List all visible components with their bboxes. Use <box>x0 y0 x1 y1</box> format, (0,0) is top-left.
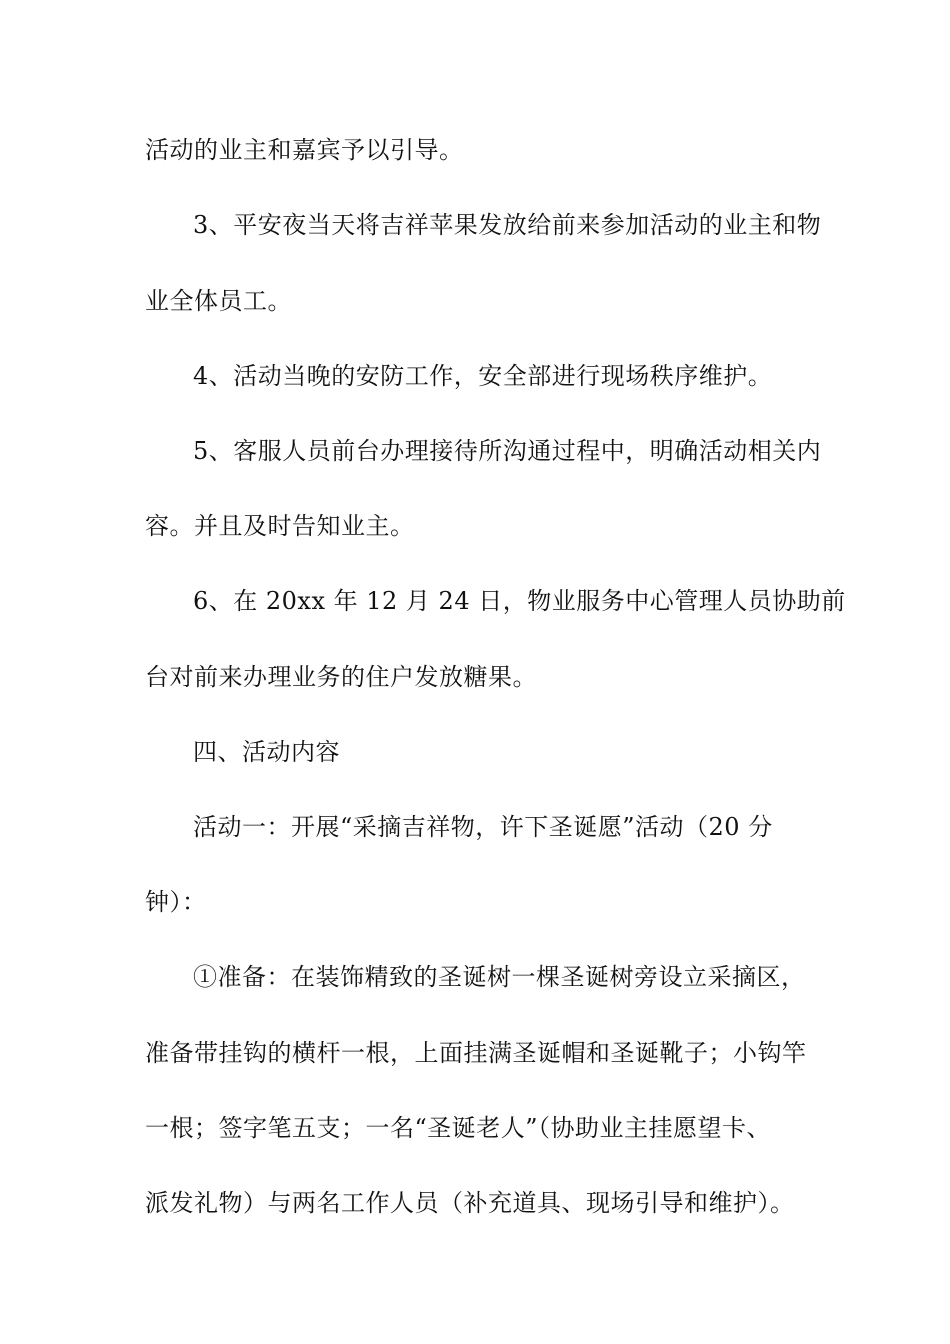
section-heading: 四、活动内容 <box>193 738 340 766</box>
text-line-6: 容。并且及时告知业主。 <box>145 512 415 540</box>
text-line-11: 钟）： <box>145 888 207 916</box>
text-line-12: ①准备：在装饰精致的圣诞树一棵圣诞树旁设立采摘区， <box>193 963 806 991</box>
text-line-5: 5、客服人员前台办理接待所沟通过程中，明确活动相关内 <box>193 437 822 465</box>
text-line-10: 活动一：开展“采摘吉祥物，许下圣诞愿”活动（20 分 <box>193 813 773 841</box>
text-line-8: 台对前来办理业务的住户发放糖果。 <box>145 663 537 691</box>
text-line-14: 一根；签字笔五支；一名“圣诞老人”（协助业主挂愿望卡、 <box>145 1114 772 1142</box>
text-line-4: 4、活动当晚的安防工作，安全部进行现场秩序维护。 <box>193 362 773 390</box>
text-line-13: 准备带挂钩的横杆一根，上面挂满圣诞帽和圣诞靴子；小钩竿 <box>145 1039 807 1067</box>
text-line-15: 派发礼物）与两名工作人员（补充道具、现场引导和维护）。 <box>145 1189 795 1217</box>
text-line-3: 业全体员工。 <box>145 287 292 315</box>
text-line-7: 6、在 20xx 年 12 月 24 日，物业服务中心管理人员协助前 <box>193 587 846 615</box>
text-line-1: 活动的业主和嘉宾予以引导。 <box>145 136 464 164</box>
text-line-2: 3、平安夜当天将吉祥苹果发放给前来参加活动的业主和物 <box>193 211 822 239</box>
